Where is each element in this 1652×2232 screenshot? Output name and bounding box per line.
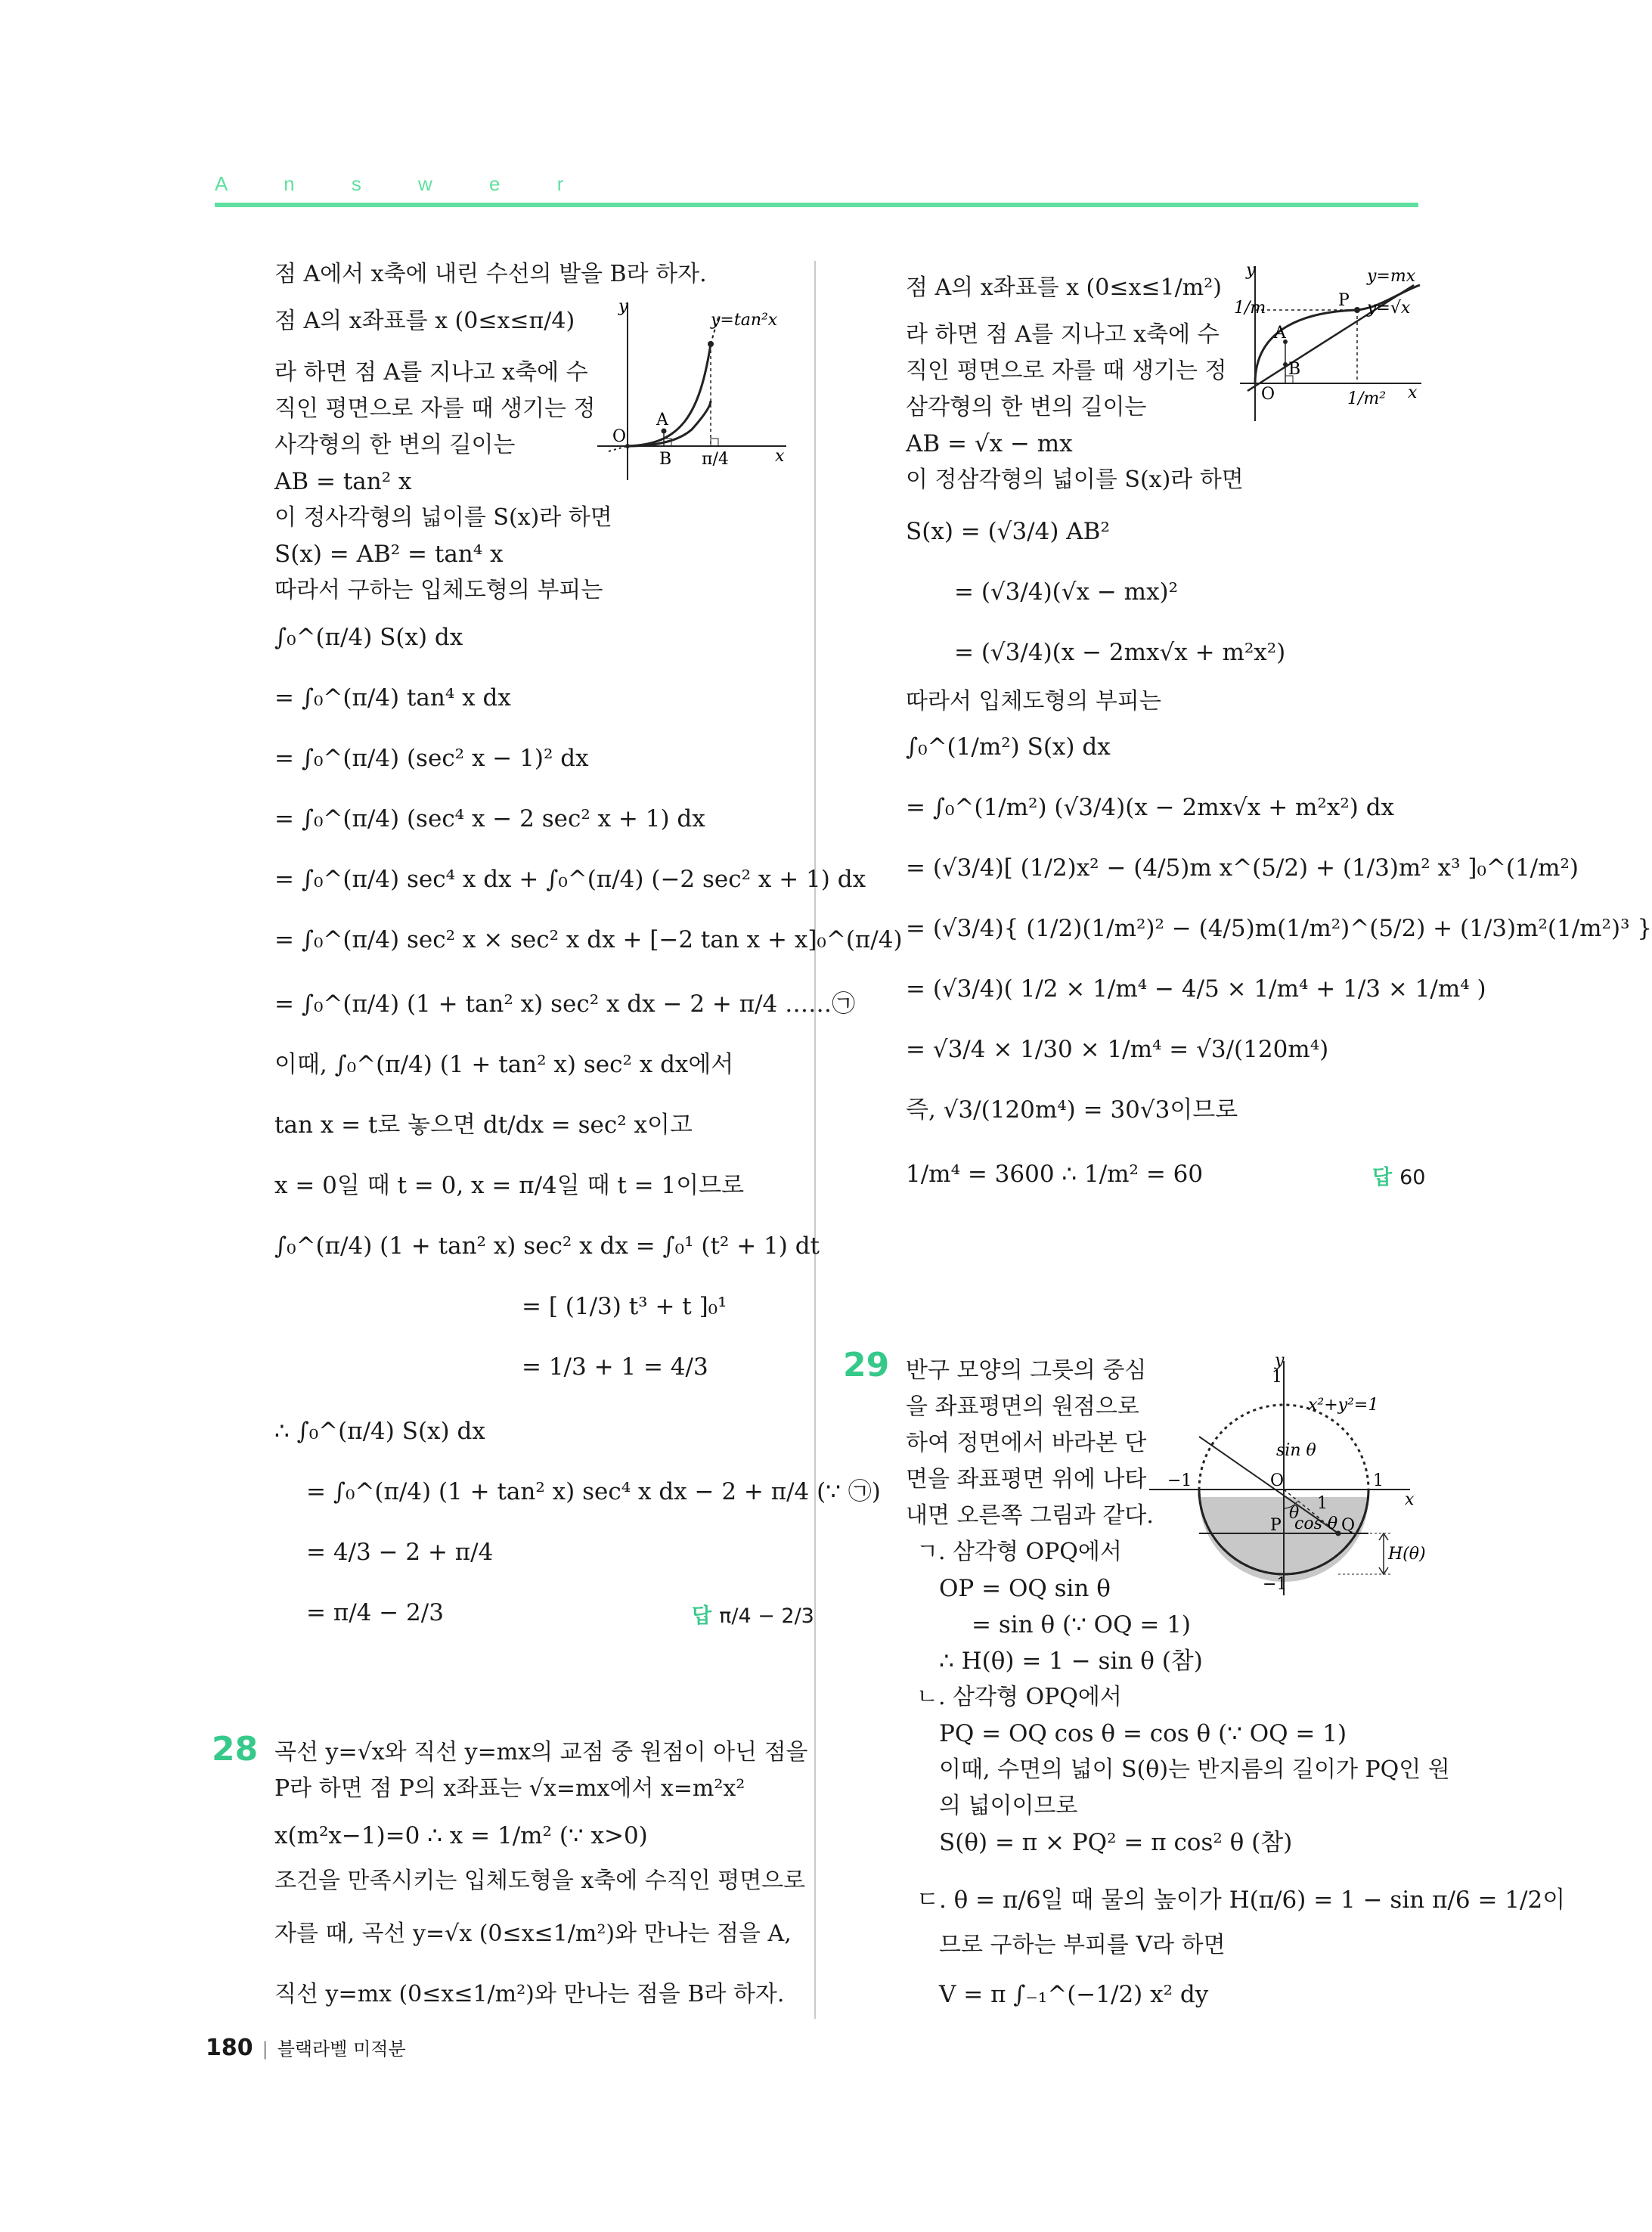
graph2-x-tick: 1/m² (1347, 389, 1387, 408)
left-line-4: 직인 평면으로 자를 때 생기는 정 (274, 395, 596, 422)
right-line-12: = ∫₀^(1/m²) (√3/4)(x − 2mx√x + m²x²) dx (906, 794, 1395, 821)
q29-intro-5: 내면 오른쪽 그림과 같다. (906, 1502, 1154, 1529)
left-line-19: x = 0일 때 t = 0, x = π/4일 때 t = 1이므로 (274, 1172, 745, 1199)
left-line-8: S(x) = AB² = tan⁴ x (274, 541, 504, 568)
hemisphere-diagram (1149, 1351, 1426, 1603)
q29-line-1: ㄱ. 삼각형 OPQ에서 (916, 1539, 1122, 1565)
left-line-23: ∴ ∫₀^(π/4) S(x) dx (274, 1418, 485, 1445)
graph2-origin: O (1261, 385, 1275, 404)
right-line-10: 따라서 입체도형의 부피는 (906, 688, 1161, 715)
left-line-2: 점 A의 x좌표를 x (0≤x≤π/4) (274, 308, 575, 334)
graph3-origin: O (1270, 1471, 1285, 1490)
q29-line-4: ∴ H(θ) = 1 − sin θ (참) (939, 1648, 1203, 1675)
graph1-point-a: A (656, 411, 668, 429)
graph1-y-axis: y (618, 297, 628, 316)
left-line-18: tan x = t로 놓으면 dt/dx = sec² x이고 (274, 1111, 693, 1139)
theta-label: θ (1289, 1504, 1300, 1523)
q28-line-3: x(m²x−1)=0 ∴ x = 1/m² (∵ x>0) (274, 1822, 648, 1849)
tan-squared-graph (597, 297, 801, 484)
left-line-25: = 4/3 − 2 + π/4 (306, 1539, 494, 1566)
right-line-7: S(x) = (√3/4) AB² (906, 518, 1110, 545)
left-answer (692, 1599, 814, 1629)
graph1-origin: O (612, 427, 627, 446)
right-line-1: 점 A의 x좌표를 x (0≤x≤1/m²) (906, 274, 1222, 301)
left-line-21: = [ (1/3) t³ + t ]₀¹ (522, 1293, 727, 1320)
right-line-6: 이 정삼각형의 넓이를 S(x)라 하면 (906, 467, 1244, 493)
q29-line-6: PQ = OQ cos θ = cos θ (∵ OQ = 1) (939, 1720, 1347, 1747)
right-line-11: ∫₀^(1/m²) S(x) dx (906, 733, 1111, 761)
section-label: A n s w e r (215, 172, 590, 195)
question-number-29: 29 (843, 1346, 890, 1384)
graph2-y-axis: y (1246, 261, 1256, 280)
right-line-13: = (√3/4)[ (1/2)x² − (4/5)m x^(5/2) + (1/3)m² x³ ]₀^(1/m²) (906, 854, 1579, 882)
left-line-5: 사각형의 한 변의 길이는 (274, 432, 516, 458)
graph1-point-b: B (659, 450, 672, 469)
right-line-17: 즉, √3/(120m⁴) = 30√3이므로 (906, 1096, 1238, 1124)
q29-intro-4: 면을 좌표평면 위에 나타 (906, 1466, 1147, 1493)
graph2-point-b: B (1288, 360, 1301, 379)
page-number: 180 (206, 2035, 253, 2061)
answer-value: π/4 − 2/3 (719, 1604, 814, 1628)
q28-line-6: 직선 y=mx (0≤x≤1/m²)와 만나는 점을 B라 하자. (274, 1981, 785, 2007)
circle-equation-label: x²+y²=1 (1308, 1396, 1379, 1415)
q29-intro-2: 을 좌표평면의 원점으로 (906, 1393, 1139, 1420)
page-footer (206, 2034, 406, 2061)
h-theta-label: H(θ) (1388, 1545, 1426, 1564)
right-line-16: = √3/4 × 1/30 × 1/m⁴ = √3/(120m⁴) (906, 1036, 1329, 1063)
q28-line-1: 곡선 y=√x와 직선 y=mx의 교점 중 원점이 아닌 점을 (274, 1739, 808, 1765)
graph1-tick: π/4 (702, 450, 729, 469)
left-line-3: 라 하면 점 A를 지나고 x축에 수 (274, 359, 588, 386)
right-line-8: = (√3/4)(√x − mx)² (954, 578, 1179, 606)
right-line-9: = (√3/4)(x − 2mx√x + m²x²) (954, 639, 1286, 666)
left-line-26: = π/4 − 2/3 (306, 1599, 444, 1626)
left-line-14: = ∫₀^(π/4) sec⁴ x dx + ∫₀^(π/4) (−2 sec² x + 1) dx (274, 866, 866, 893)
q29-line-2: OP = OQ sin θ (939, 1575, 1111, 1602)
q28-line-2: P라 하면 점 P의 x좌표는 √x=mx에서 x=m²x² (274, 1775, 745, 1802)
left-line-24: = ∫₀^(π/4) (1 + tan² x) sec⁴ x dx − 2 + π/4 (∵ ㉠) (306, 1478, 881, 1505)
q29-line-5: ㄴ. 삼각형 OPQ에서 (916, 1684, 1122, 1710)
answer-tag: 답 (692, 1604, 712, 1628)
left-line-11: = ∫₀^(π/4) tan⁴ x dx (274, 684, 511, 711)
q28-line-5: 자를 때, 곡선 y=√x (0≤x≤1/m²)와 만나는 점을 A, (274, 1920, 792, 1947)
q29-intro-1: 반구 모양의 그릇의 중심 (906, 1357, 1147, 1384)
left-line-7: 이 정사각형의 넓이를 S(x)라 하면 (274, 504, 612, 531)
right-line-5: AB = √x − mx (906, 430, 1073, 457)
graph3-point-q: Q (1341, 1516, 1356, 1535)
left-line-13: = ∫₀^(π/4) (sec⁴ x − 2 sec² x + 1) dx (274, 805, 705, 832)
graph2-y-tick: 1/m (1234, 299, 1266, 318)
left-line-10: ∫₀^(π/4) S(x) dx (274, 624, 463, 651)
footer-separator: | (262, 2038, 268, 2060)
left-line-12: = ∫₀^(π/4) (sec² x − 1)² dx (274, 745, 589, 772)
left-line-9: 따라서 구하는 입체도형의 부피는 (274, 577, 603, 603)
column-divider (814, 261, 816, 2019)
right-line-14: = (√3/4){ (1/2)(1/m²)² − (4/5)m(1/m²)^(5/2) + (1/3)m²(1/m²)³ } (906, 915, 1652, 942)
left-line-22: = 1/3 + 1 = 4/3 (522, 1353, 708, 1381)
q29-line-12: V = π ∫₋₁^(−1/2) x² dy (939, 1981, 1209, 2008)
q29-line-3: = sin θ (∵ OQ = 1) (972, 1611, 1191, 1638)
left-line-1: 점 A에서 x축에 내린 수선의 발을 B라 하자. (274, 261, 707, 287)
sqrt-curve-label: y=√x (1367, 299, 1411, 318)
header-rule (215, 203, 1418, 207)
graph3-one-top: 1 (1272, 1368, 1282, 1387)
q29-line-10: ㄷ. θ = π/6일 때 물의 높이가 H(π/6) = 1 − sin π/6 = 1/2이 (916, 1886, 1566, 1914)
graph2-point-a: A (1274, 324, 1286, 343)
graph3-x-axis: x (1405, 1490, 1415, 1509)
right-line-18: 1/m⁴ = 3600 ∴ 1/m² = 60 (906, 1161, 1204, 1188)
book-title: 블랙라벨 미적분 (277, 2038, 406, 2060)
right-line-3: 직인 평면으로 자를 때 생기는 정 (906, 358, 1227, 384)
question-number-28: 28 (212, 1730, 259, 1769)
left-line-20: ∫₀^(π/4) (1 + tan² x) sec² x dx = ∫₀¹ (t² + 1) dt (274, 1232, 820, 1260)
graph2-x-axis: x (1408, 383, 1418, 402)
left-line-16: = ∫₀^(π/4) (1 + tan² x) sec² x dx − 2 + π/4 ……㉠ (274, 990, 856, 1018)
sqrt-and-line-graph (1232, 261, 1421, 425)
tan-curve-label: y=tan²x (711, 311, 778, 330)
line-mx-label: y=mx (1367, 267, 1416, 286)
sin-theta-label: sin θ (1276, 1441, 1316, 1460)
q28-line-4: 조건을 만족시키는 입체도형을 x축에 수직인 평면으로 (274, 1868, 806, 1894)
right-line-15: = (√3/4)( 1/2 × 1/m⁴ − 4/5 × 1/m⁴ + 1/3 × 1/m⁴ ) (906, 975, 1486, 1003)
q29-intro-3: 하여 정면에서 바라본 단 (906, 1430, 1147, 1456)
left-line-15: = ∫₀^(π/4) sec² x × sec² x dx + [−2 tan x + x]₀^(π/4) (274, 926, 903, 953)
graph3-y-axis: y (1275, 1351, 1285, 1370)
left-line-6: AB = tan² x (274, 468, 412, 495)
q29-line-8: 의 넓이이므로 (939, 1793, 1078, 1819)
answer-tag-2: 답 (1372, 1166, 1393, 1189)
right-answer (1372, 1161, 1425, 1190)
right-line-4: 삼각형의 한 변의 길이는 (906, 394, 1147, 420)
left-line-17: 이때, ∫₀^(π/4) (1 + tan² x) sec² x dx에서 (274, 1051, 734, 1078)
graph2-point-p: P (1338, 291, 1350, 310)
answer-value-2: 60 (1399, 1166, 1426, 1189)
q29-line-11: 므로 구하는 부피를 V라 하면 (939, 1932, 1226, 1958)
graph3-point-p: P (1270, 1516, 1282, 1535)
graph3-neg-one-left: −1 (1167, 1471, 1192, 1490)
graph1-x-axis: x (775, 447, 785, 466)
cos-theta-label: cos θ (1294, 1514, 1338, 1533)
graph3-one-right: 1 (1373, 1471, 1384, 1490)
graph3-neg-one-bottom: −1 (1263, 1575, 1288, 1594)
q29-line-7: 이때, 수면의 넓이 S(θ)는 반지름의 길이가 PQ인 원 (939, 1756, 1450, 1783)
graph3-one-seg: 1 (1317, 1494, 1328, 1513)
q29-line-9: S(θ) = π × PQ² = π cos² θ (참) (939, 1829, 1293, 1856)
right-line-2: 라 하면 점 A를 지나고 x축에 수 (906, 321, 1220, 348)
